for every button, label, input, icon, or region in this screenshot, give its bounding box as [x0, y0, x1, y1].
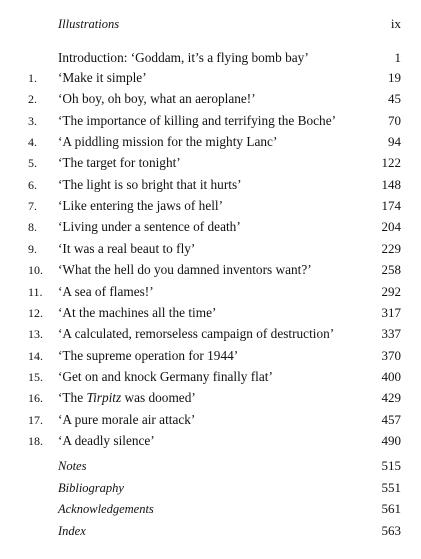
chapter-title: ‘A pure morale air attack’ [58, 411, 196, 427]
chapter-title: ‘It was a real beaut to fly’ [58, 240, 196, 256]
chapter-title: ‘A calculated, remorseless campaign of destruction’ [58, 326, 335, 342]
chapter-number: 1. [28, 71, 37, 85]
chapter-page: 148 [381, 176, 401, 192]
chapter-number: 16. [28, 391, 43, 406]
chapter-number: 5. [28, 156, 37, 171]
chapter-number: 12. [28, 305, 43, 320]
back-matter-title: Bibliography [58, 480, 124, 495]
chapter-row [0, 367, 421, 387]
chapter-title: ‘Living under a sentence of death’ [58, 219, 241, 235]
chapter-row [0, 175, 421, 195]
chapter-row [0, 260, 421, 280]
back-matter-row [0, 521, 421, 541]
back-matter-page: 515 [381, 458, 401, 473]
chapter-title: ‘The supreme operation for 1944’ [58, 347, 239, 363]
chapter-row [0, 388, 421, 408]
illustrations-label: Illustrations [58, 17, 120, 31]
chapter-row [0, 431, 421, 451]
chapter-page: 229 [381, 240, 401, 256]
chapter-row [0, 68, 421, 88]
chapter-number: 13. [28, 327, 43, 342]
chapter-row [0, 196, 421, 216]
chapter-row [0, 111, 421, 131]
chapter-number: 9. [28, 241, 37, 256]
chapter-number: 7. [28, 199, 37, 214]
chapter-number: 2. [28, 92, 37, 107]
chapter-title: ‘Like entering the jaws of hell’ [58, 198, 224, 214]
introduction-entry [0, 48, 421, 68]
chapter-number: 4. [28, 135, 37, 150]
chapter-page: 204 [381, 219, 401, 235]
chapter-title: ‘The Tirpitz was doomed’ [58, 390, 196, 406]
chapter-number: 17. [28, 412, 43, 427]
chapter-page: 94 [388, 134, 401, 150]
chapter-page: 370 [381, 347, 401, 363]
chapter-row [0, 282, 421, 302]
chapter-number: 10. [28, 263, 43, 278]
chapter-row [0, 410, 421, 430]
back-matter-page: 563 [381, 522, 401, 538]
chapter-row [0, 89, 421, 109]
chapter-number: 3. [28, 113, 37, 128]
chapter-row [0, 324, 421, 344]
chapter-number: 15. [28, 369, 43, 384]
back-matter-title: Index [58, 523, 86, 538]
chapter-title: ‘At the machines all the time’ [58, 304, 217, 320]
chapter-row [0, 217, 421, 237]
chapter-title: ‘Oh boy, oh boy, what an aeroplane!’ [58, 91, 256, 107]
chapter-page: 400 [381, 368, 401, 384]
back-matter-row [0, 499, 421, 519]
chapter-page: 122 [381, 155, 401, 171]
back-matter-page: 561 [381, 501, 401, 516]
chapter-page: 70 [388, 112, 401, 128]
back-matter-row [0, 456, 421, 476]
chapter-title: ‘Make it simple’ [58, 70, 147, 85]
back-matter-row [0, 478, 421, 498]
chapter-page: 258 [381, 262, 401, 278]
chapter-page: 337 [381, 326, 401, 342]
back-matter-title: Notes [58, 459, 87, 473]
chapter-page: 292 [381, 283, 401, 299]
back-matter-title: Acknowledgements [58, 502, 154, 516]
chapter-page: 19 [388, 70, 401, 85]
chapter-number: 6. [28, 177, 37, 192]
chapter-number: 18. [28, 433, 43, 448]
chapter-page: 174 [381, 198, 401, 214]
chapter-row [0, 239, 421, 259]
introduction-page: 1 [394, 50, 401, 65]
chapter-number: 11. [28, 284, 43, 299]
chapter-title: ‘Get on and knock Germany finally flat’ [58, 368, 273, 384]
chapter-title: ‘The importance of killing and terrifying the Boche’ [58, 112, 337, 128]
chapter-row [0, 303, 421, 323]
chapter-title: ‘A deadly silence’ [58, 432, 155, 448]
chapter-page: 490 [381, 432, 401, 448]
chapter-row [0, 346, 421, 366]
illustrations-page: ix [390, 16, 401, 31]
chapter-number: 14. [28, 348, 43, 363]
chapter-page: 457 [381, 411, 401, 427]
illustrations-entry [0, 14, 421, 34]
back-matter-page: 551 [381, 479, 401, 495]
chapter-number: 8. [28, 220, 37, 235]
introduction-title: Introduction: ‘Goddam, it’s a flying bomb bay’ [58, 50, 309, 65]
chapter-page: 45 [388, 91, 401, 107]
chapter-title: ‘What the hell do you damned inventors want?’ [58, 262, 312, 278]
chapter-page: 317 [381, 304, 401, 320]
chapter-title: ‘A piddling mission for the mighty Lanc’ [58, 134, 278, 150]
chapter-row [0, 132, 421, 152]
chapter-row [0, 153, 421, 173]
chapter-title: ‘The target for tonight’ [58, 155, 181, 171]
chapter-page: 429 [381, 390, 401, 406]
chapter-title: ‘A sea of flames!’ [58, 283, 154, 299]
chapter-title: ‘The light is so bright that it hurts’ [58, 176, 242, 192]
